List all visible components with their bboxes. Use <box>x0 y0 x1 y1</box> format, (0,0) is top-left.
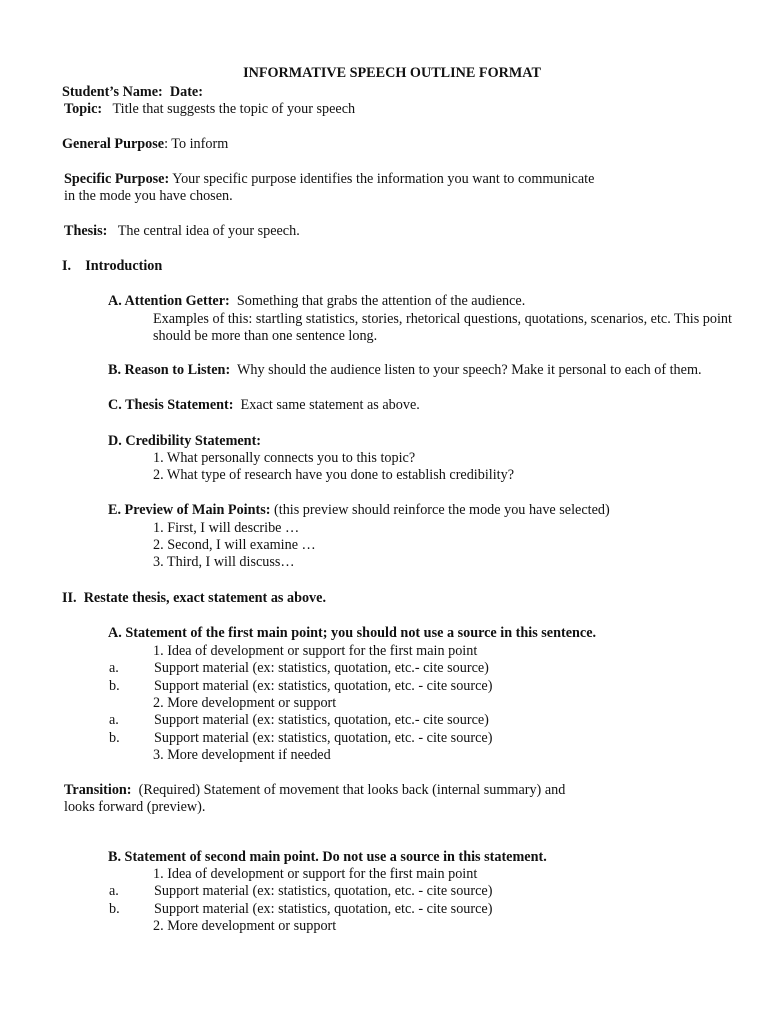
topic-label: Topic: <box>64 101 103 117</box>
support-material-item: Support material (ex: statistics, quotation, etc.- cite source) <box>154 660 489 676</box>
first-main-point-text: A. Statement of the first main point; you should not use a source in this sentence. <box>108 625 597 641</box>
topic-text: Title that suggests the topic of your speech <box>112 101 356 117</box>
specific-purpose-text: Your specific purpose identifies the information you want to communicate <box>172 171 595 187</box>
development-item: 3. More development if needed <box>153 747 331 763</box>
development-item: 2. More development or support <box>153 918 337 934</box>
list-marker: a. <box>109 883 119 899</box>
student-name-line <box>62 84 203 101</box>
preview-item: 3. Third, I will discuss… <box>153 554 295 570</box>
list-marker: b. <box>109 678 120 694</box>
reason-to-listen-label: B. Reason to Listen: <box>108 362 231 378</box>
preview-item: 2. Second, I will examine … <box>153 537 316 553</box>
reason-to-listen-text: Why should the audience listen to your speech? Make it personal to each of them. <box>237 362 702 378</box>
credibility-statement-label: D. Credibility Statement: <box>108 433 262 449</box>
transition-line <box>64 782 565 799</box>
first-main-point-heading <box>108 625 596 642</box>
attention-getter-text: Something that grabs the attention of the audience. <box>236 293 526 309</box>
general-purpose-line <box>62 136 228 153</box>
development-item: 1. Idea of development or support for the first main point <box>153 866 478 882</box>
thesis-statement-text: Exact same statement as above. <box>240 397 420 413</box>
support-material-item: Support material (ex: statistics, quotation, etc.- cite source) <box>154 712 489 728</box>
thesis-label: Thesis: <box>64 223 108 239</box>
preview-item: 1. First, I will describe … <box>153 520 300 536</box>
list-marker: b. <box>109 730 120 746</box>
page-title: INFORMATIVE SPEECH OUTLINE FORMAT <box>243 65 541 81</box>
development-item: 2. More development or support <box>153 695 337 711</box>
preview-main-points-label: E. Preview of Main Points: <box>108 502 271 518</box>
date-label: Date: <box>169 84 203 100</box>
attention-getter-examples-2: should be more than one sentence long. <box>153 328 378 344</box>
attention-getter-examples: Examples of this: startling statistics, stories, rhetorical questions, quotations, scenarios, etc. This point <box>153 311 732 327</box>
transition-line-2: looks forward (preview). <box>64 799 206 815</box>
section-body-heading <box>62 590 326 607</box>
section-heading: Restate thesis, exact statement as above. <box>83 590 326 606</box>
section-introduction-heading <box>62 258 162 275</box>
credibility-statement-heading <box>108 433 261 450</box>
attention-getter-line <box>108 293 525 310</box>
thesis-line <box>64 223 300 240</box>
second-main-point-heading <box>108 849 547 866</box>
list-marker: b. <box>109 901 120 917</box>
section-heading: Introduction <box>85 258 163 274</box>
transition-label: Transition: <box>64 782 132 798</box>
section-numeral: I. <box>62 258 72 274</box>
support-material-item: Support material (ex: statistics, quotation, etc. - cite source) <box>154 901 493 917</box>
thesis-statement-line <box>108 397 420 414</box>
general-purpose-text: : To inform <box>164 136 229 152</box>
topic-line <box>64 101 355 118</box>
thesis-text: The central idea of your speech. <box>117 223 300 239</box>
specific-purpose-label: Specific Purpose: <box>64 171 170 187</box>
specific-purpose-line-2: in the mode you have chosen. <box>64 188 233 204</box>
preview-main-points-text: (this preview should reinforce the mode you have selected) <box>274 502 610 518</box>
specific-purpose-line <box>64 171 594 188</box>
students-name-label: Student’s Name: <box>62 84 163 100</box>
thesis-statement-label: C. Thesis Statement: <box>108 397 234 413</box>
support-material-item: Support material (ex: statistics, quotation, etc. - cite source) <box>154 883 493 899</box>
credibility-item: 1. What personally connects you to this topic? <box>153 450 416 466</box>
section-numeral: II. <box>62 590 77 606</box>
attention-getter-label: A. Attention Getter: <box>108 293 230 309</box>
reason-to-listen-line <box>108 362 702 379</box>
list-marker: a. <box>109 660 119 676</box>
support-material-item: Support material (ex: statistics, quotation, etc. - cite source) <box>154 678 493 694</box>
second-main-point-text: B. Statement of second main point. Do not use a source in this statement. <box>108 849 547 865</box>
development-item: 1. Idea of development or support for the first main point <box>153 643 478 659</box>
general-purpose-label: General Purpose <box>62 136 165 152</box>
support-material-item: Support material (ex: statistics, quotation, etc. - cite source) <box>154 730 493 746</box>
credibility-item: 2. What type of research have you done to establish credibility? <box>153 467 515 483</box>
transition-text: (Required) Statement of movement that looks back (internal summary) and <box>138 782 566 798</box>
list-marker: a. <box>109 712 119 728</box>
preview-main-points-line <box>108 502 610 519</box>
